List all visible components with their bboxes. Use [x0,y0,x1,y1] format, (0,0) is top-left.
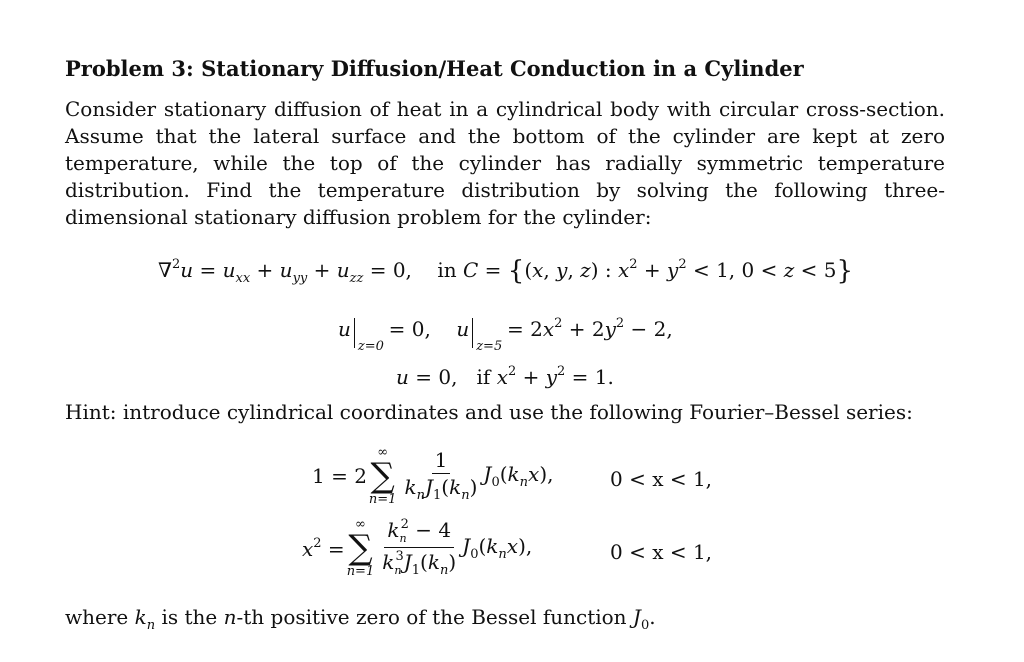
problem-title: Problem 3: Stationary Diffusion/Heat Conduction in a Cylinder [65,56,804,81]
problem-body [65,56,945,231]
footer-note: where $k_n$ is the n-th positive zero of the Bessel function $J_0$. [65,605,656,633]
series-two-condition: 0 < x < 1, [610,540,713,564]
series-one: 1 = 2 ∞ ∑ n=1 $\frac{1}{k_nJ_1(k_n)}$ $J_0(k_nx)$, [312,445,554,507]
pde-equation: $\nabla^2u = u_{xx} + u_{yy} + u_{zz} = 0$, in C = {(x, y, z) : $x^2 + y^2 < 1$, 0 < z < 5} [158,256,854,286]
problem-intro: Consider stationary diffusion of heat in a cylindrical body with circular cross-section. Assume that the lateral surface and the bottom of the cylinder are kept at zero temperature, while the top of the cylinder has radially symmetric temperature distribution. Find the temperature distribution by solving the following three-dimensional stationary diffusion problem for the cylinder: [65,97,945,230]
boundary-conditions-z: u z=0 = 0, u z=5 = $2x^2 + 2y^2 - 2$, [338,316,673,354]
series-two: $x^2$ = ∞ ∑ n=1 $\frac{k_n^2 - 4}{k_n^3J_1(k_n)}$ $J_0(k_nx)$, [302,517,533,580]
boundary-condition-lateral: u = 0, if $x^2 + y^2 = 1$. [396,364,614,389]
hint-text: Hint: introduce cylindrical coordinates and use the following Fourier–Bessel series: [65,400,913,424]
series-one-condition: 0 < x < 1, [610,467,713,491]
